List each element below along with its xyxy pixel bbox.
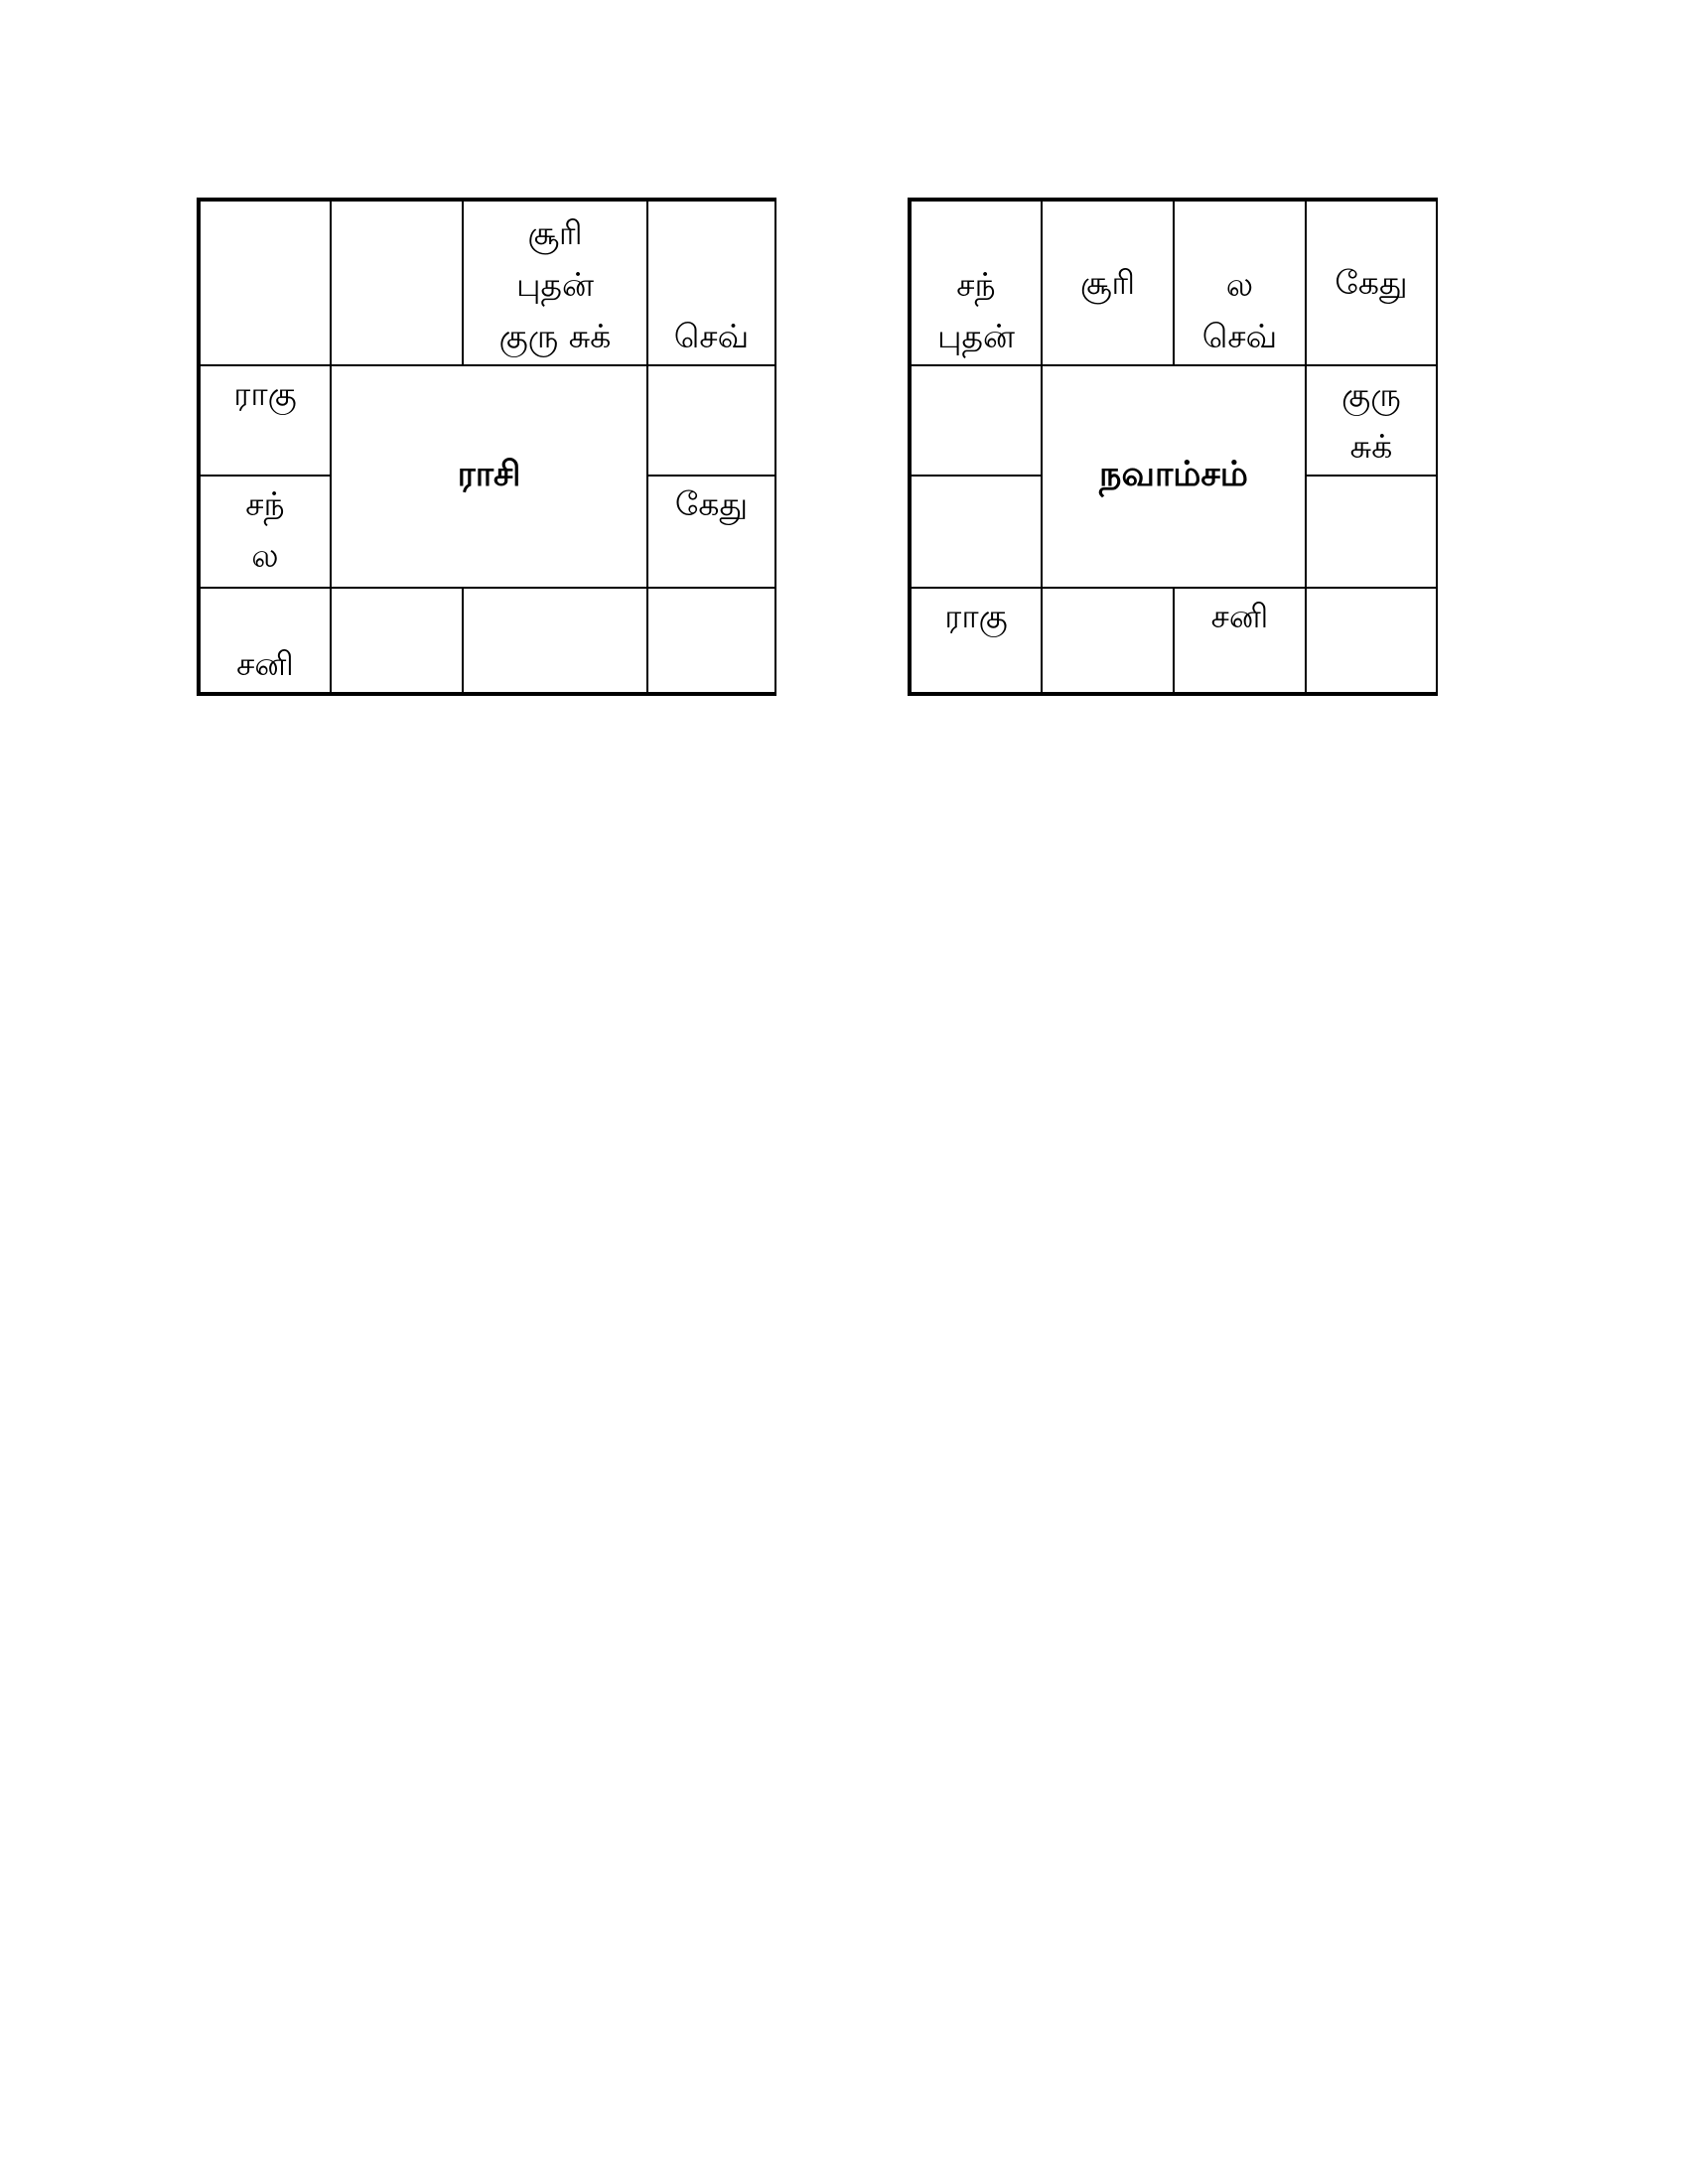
navamsa-house-r2c1 (910, 364, 1043, 477)
planet-label: ராகு (944, 597, 1008, 635)
rasi-center-title (330, 364, 648, 589)
planet-label: கேது (674, 484, 749, 523)
navamsa-house-r1c3 (1173, 200, 1307, 366)
planet-label: ல (251, 536, 279, 575)
planet-label: ராகு (233, 374, 297, 413)
rasi-house-r1c2 (330, 200, 464, 366)
navamsa-house-r4c4 (1305, 587, 1438, 694)
navamsa-house-r3c1 (910, 475, 1043, 589)
rasi-title: ராசி (457, 455, 521, 494)
planet-label: செவ் (673, 317, 750, 355)
planet-label: செவ் (1201, 317, 1278, 355)
planet-label: சுக் (1349, 426, 1393, 466)
planet-label: ல (1225, 265, 1254, 304)
rasi-house-r1c3 (462, 200, 648, 366)
planet-label: புதன் (936, 317, 1016, 355)
rasi-house-r4c1 (199, 587, 332, 694)
navamsa-house-r1c1 (910, 200, 1043, 366)
navamsa-house-r4c3 (1173, 587, 1307, 694)
navamsa-house-r1c2 (1041, 200, 1175, 366)
planet-label: சூரி (1079, 263, 1136, 302)
rasi-house-r1c1 (199, 200, 332, 366)
navamsa-house-r3c4 (1305, 475, 1438, 589)
rasi-house-r4c3 (462, 587, 648, 694)
planet-label: கேது (1335, 263, 1408, 302)
navamsa-house-r1c4 (1305, 200, 1438, 366)
navamsa-house-r4c2 (1041, 587, 1175, 694)
rasi-house-r1c4 (646, 200, 776, 366)
planet-label: சூரி (527, 213, 583, 252)
rasi-house-r4c2 (330, 587, 464, 694)
navamsa-chart (908, 198, 1438, 696)
planet-label: சனி (236, 644, 294, 683)
rasi-chart (197, 198, 776, 696)
planet-label: சந் (245, 484, 285, 523)
navamsa-house-r4c1 (910, 587, 1043, 694)
planet-label: சந் (956, 265, 996, 304)
navamsa-center-title (1041, 364, 1307, 589)
planet-label: புதன் (515, 265, 595, 304)
rasi-house-r3c4 (646, 475, 776, 589)
rasi-house-r2c1 (199, 364, 332, 477)
navamsa-title: நவாம்சம் (1099, 455, 1248, 494)
rasi-house-r3c1 (199, 475, 332, 589)
planet-label: சனி (1210, 597, 1269, 635)
planet-label: குரு (1341, 374, 1401, 414)
rasi-house-r2c4 (646, 364, 776, 477)
navamsa-house-r2c4 (1305, 364, 1438, 477)
planet-label: குரு சுக் (498, 317, 612, 355)
rasi-house-r4c4 (646, 587, 776, 694)
